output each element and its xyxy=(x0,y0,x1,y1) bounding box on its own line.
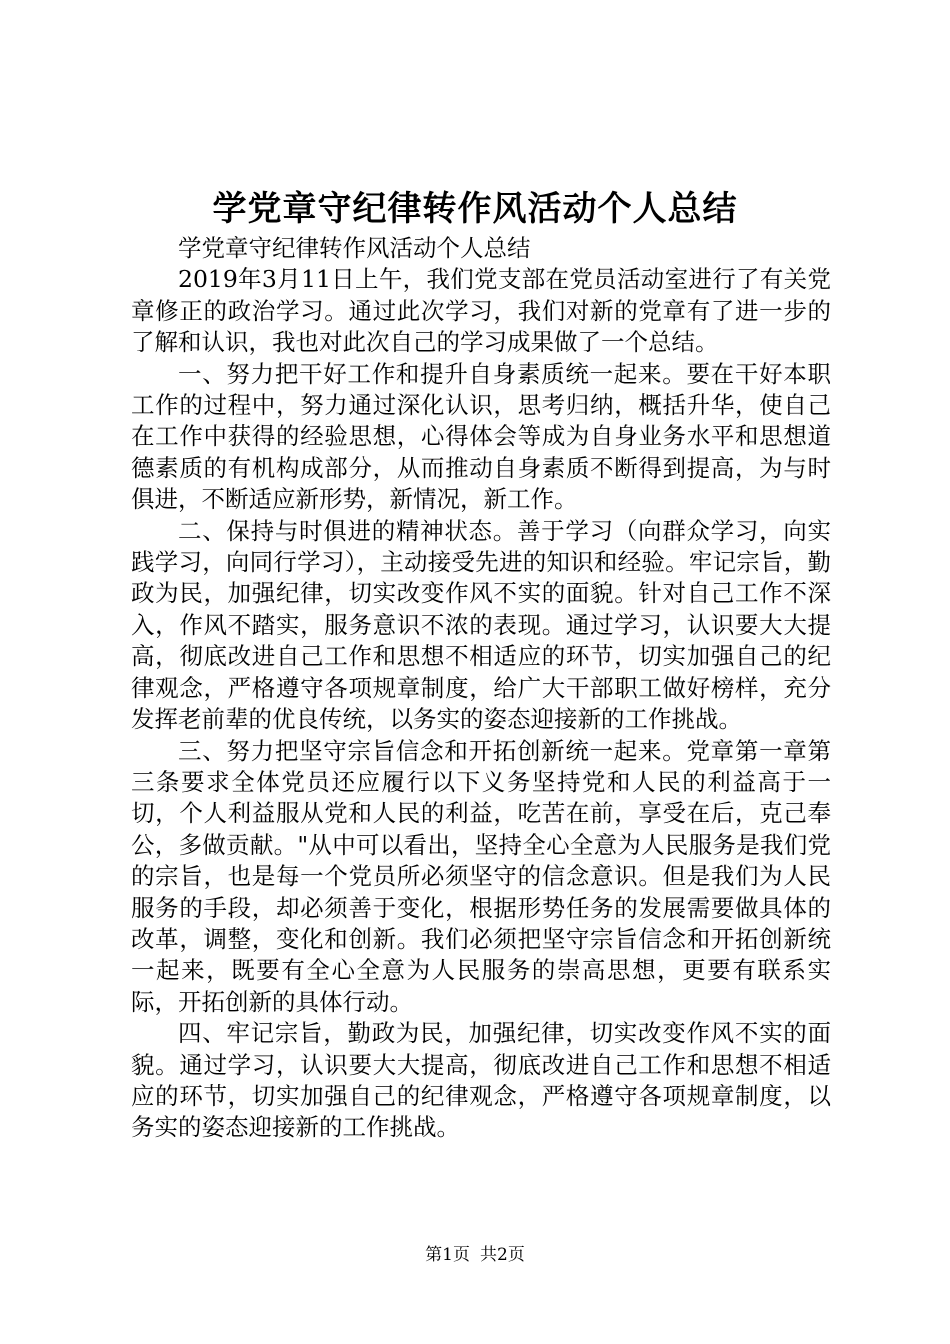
paragraph-intro: 2019年3月11日上午，我们党支部在党员活动室进行了有关党章修正的政治学习。通过此次学习，我们对新的党章有了进一步的了解和认识，我也对此次自己的学习成果做了一个总结。 xyxy=(131,265,831,357)
paragraph-subtitle: 学党章守纪律转作风活动个人总结 xyxy=(178,234,531,262)
page-title: 学党章守纪律转作风活动个人总结 xyxy=(212,189,738,229)
paragraph-section-4: 四、牢记宗旨，勤政为民，加强纪律，切实改变作风不实的面貌。通过学习，认识要大大提高，彻底改进自己工作和思想不相适应的环节，切实加强自己的纪律观念，严格遵守各项规章制度，以务实的姿态迎接新的工作挑战。 xyxy=(131,1019,831,1142)
page-number: 第1页 xyxy=(425,1245,470,1265)
document-body xyxy=(131,233,831,1144)
paragraph-section-1: 一、努力把干好工作和提升自身素质统一起来。要在干好本职工作的过程中，努力通过深化认识，思考归纳，概括升华，使自己在工作中获得的经验思想，心得体会等成为自身业务水平和思想道德素质的有机构成部分，从而推动自身素质不断得到提高，为与时俱进，不断适应新形势，新情况，新工作。 xyxy=(131,359,831,514)
paragraph-section-2: 二、保持与时俱进的精神状态。善于学习（向群众学习，向实践学习，向同行学习），主动接受先进的知识和经验。牢记宗旨，勤政为民，加强纪律，切实改变作风不实的面貌。针对自己工作不深入，作风不踏实，服务意识不浓的表现。通过学习，认识要大大提高，彻底改进自己工作和思想不相适应的环节，切实加强自己的纪律观念，严格遵守各项规章制度，给广大干部职工做好榜样，充分发挥老前辈的优良传统，以务实的姿态迎接新的工作挑战。 xyxy=(131,516,831,734)
page-total: 共2页 xyxy=(480,1245,525,1265)
paragraph-section-3: 三、努力把坚守宗旨信念和开拓创新统一起来。党章第一章第三条要求全体党员还应履行以下义务坚持党和人民的利益高于一切，个人利益服从党和人民的利益，吃苦在前，享受在后，克己奉公，多做贡献。"从中可以看出，坚持全心全意为人民服务是我们党的宗旨，也是每一个党员所必须坚守的信念意识。但是我们为人民服务的手段，却必须善于变化，根据形势任务的发展需要做具体的改革，调整，变化和创新。我们必须把坚守宗旨信念和开拓创新统一起来，既要有全心全意为人民服务的崇高思想，更要有联系实际，开拓创新的具体行动。 xyxy=(131,736,831,1016)
page-footer xyxy=(0,1243,950,1267)
